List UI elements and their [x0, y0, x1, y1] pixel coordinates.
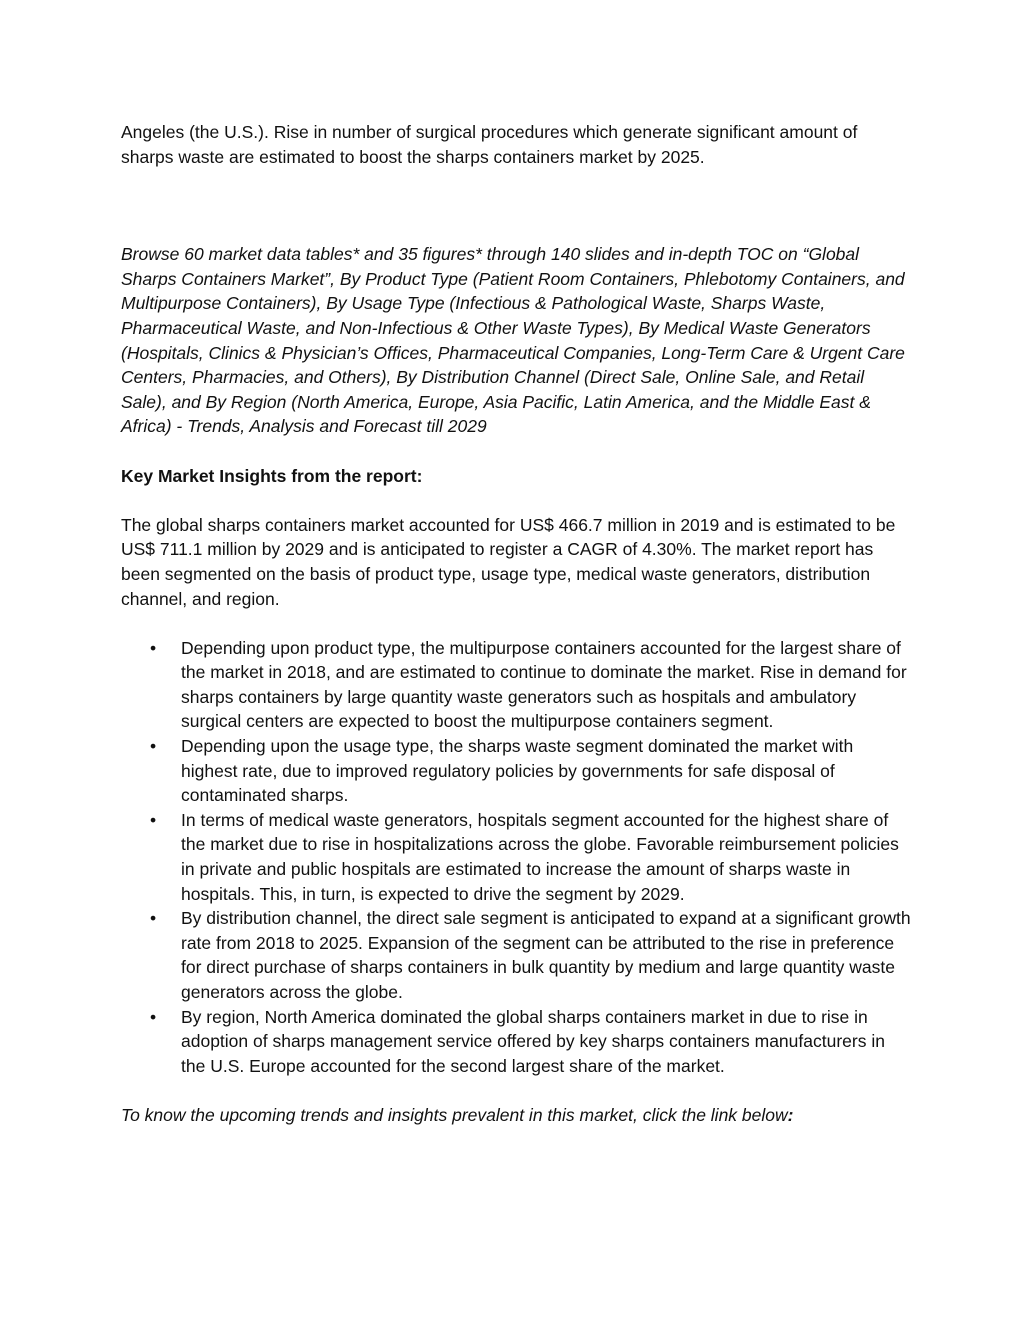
market-summary-paragraph: The global sharps containers market accounted for US$ 466.7 million in 2019 and is estimated to be US$ 711.1 million by 2029 and is anticipated to register a CAGR of 4.30%. The market report has been segmented on the basis of product type, usage type, medical waste generators, distribution channel, and region. [121, 514, 896, 609]
insight-text: By distribution channel, the direct sale segment is anticipated to expand at a significant growth rate from 2018 to 2025. Expansion of the segment can be attributed to the rise in preference for direct purchase of sharps containers in bulk quantity by medium and large quantity waste generators across the globe. [181, 908, 911, 1002]
insight-text: Depending upon the usage type, the sharps waste segment dominated the market with highest rate, due to improved regulatory policies by governments for safe disposal of contaminated sharps. [181, 736, 854, 806]
browse-report-paragraph: Browse 60 market data tables* and 35 figures* through 140 slides and in-depth TOC on “Global Sharps Containers Market”, By Product Type (Patient Room Containers, Phlebotomy Containers, and Multipurpose Containers), By Usage Type (Infectious & Pathological Waste, Sharps Waste, Pharmaceutical Waste, and Non-Infectious & Other Waste Types), By Medical Waste Generators (Hospitals, Clinics & Physician’s Offices, Pharmaceutical Companies, Long-Term Care & Urgent Care Centers, Pharmacies, and Others), By Distribution Channel (Direct Sale, Online Sale, and Retail Sale), and By Region (North America, Europe, Asia Pacific, Latin America, and the Middle East & Africa) - Trends, Analysis and Forecast till 2029 [121, 244, 905, 437]
key-insights-heading: Key Market Insights from the report: [121, 465, 423, 486]
cta-colon: : [787, 1104, 794, 1125]
list-item [121, 1005, 911, 1079]
list-item [121, 636, 911, 734]
call-to-action-paragraph [121, 1103, 911, 1128]
list-item [121, 808, 911, 906]
bullet-icon: • [150, 637, 157, 658]
insight-text: Depending upon product type, the multipurpose containers accounted for the largest share of the market in 2018, and are estimated to continue to dominate the market. Rise in demand for sharps containers by large quantity waste generators such as hospitals and ambulatory surgical centers are expected to boost the multipurpose containers segment. [181, 637, 907, 732]
insight-text: In terms of medical waste generators, hospitals segment accounted for the highest share of the market due to rise in hospitalizations across the globe. Favorable reimbursement policies in private and public hospitals are estimated to increase the amount of sharps waste in hospitals. This, in turn, is expected to drive the segment by 2029. [181, 809, 899, 904]
cta-text: To know the upcoming trends and insights prevalent in this market, click the link below [121, 1104, 788, 1125]
bullet-icon: • [150, 809, 157, 830]
document-page [121, 120, 911, 1128]
bullet-icon: • [150, 1006, 157, 1027]
bullet-icon: • [150, 736, 157, 757]
insight-text: By region, North America dominated the global sharps containers market in due to rise in adoption of sharps management service offered by key sharps containers manufacturers in the U.S. Europe accounted for the second largest share of the market. [181, 1006, 885, 1076]
list-item [121, 906, 911, 1004]
bullet-icon: • [150, 908, 157, 929]
intro-paragraph: Angeles (the U.S.). Rise in number of surgical procedures which generate significant amount of sharps waste are estimated to boost the sharps containers market by 2025. [121, 122, 858, 167]
insights-list [121, 636, 911, 1079]
list-item [121, 734, 911, 808]
